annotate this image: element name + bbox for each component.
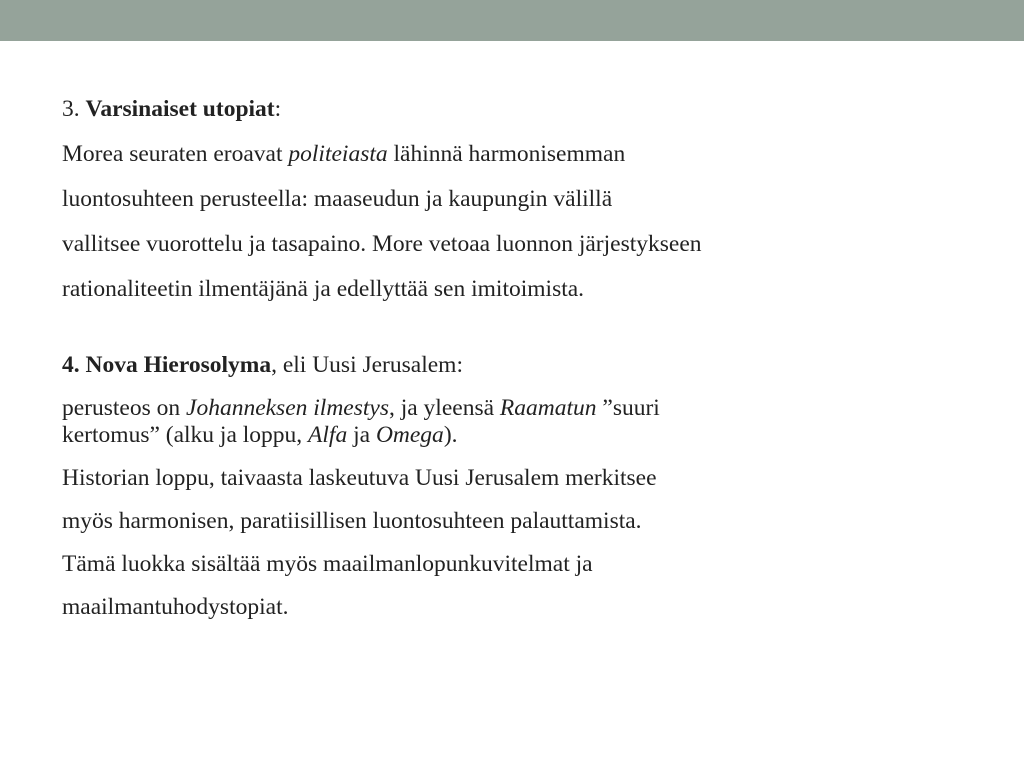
section-4-line-1 — [62, 393, 962, 423]
section-4-line-5: Tämä luokka sisältää myös maailmanlopunkuvitelmat ja — [62, 551, 593, 577]
section-3-heading — [62, 94, 962, 124]
italic-term-politeiasta: politeiasta — [288, 141, 388, 167]
section-3-number: 3. — [62, 96, 86, 122]
italic-term-raamatun: Raamatun — [499, 395, 597, 421]
section-3-line-4: rationaliteetin ilmentäjänä ja edellyttää sen imitoimista. — [62, 276, 585, 302]
section-3-title: Varsinaiset utopiat — [85, 96, 275, 122]
slide-body — [62, 94, 962, 622]
italic-term-omega: Omega — [375, 422, 444, 448]
text-run: kertomus” (alku ja loppu, — [62, 422, 309, 448]
section-3-line-3: vallitsee vuorottelu ja tasapaino. More vetoaa luonnon järjestykseen — [62, 231, 702, 257]
italic-term-johanneksen-ilmestys: Johanneksen ilmestys — [186, 395, 389, 421]
section-4-heading-suffix: , eli Uusi Jerusalem: — [271, 352, 463, 378]
top-accent-bar — [0, 0, 1024, 41]
section-4-title: 4. Nova Hierosolyma — [62, 352, 272, 378]
section-4-line-2 — [62, 420, 962, 450]
text-run: perusteos on — [62, 395, 187, 421]
section-4-line-4: myös harmonisen, paratiisillisen luontosuhteen palauttamista. — [62, 508, 642, 534]
text-run: ja — [347, 422, 376, 448]
text-run: , ja yleensä — [388, 395, 500, 421]
section-3-colon: : — [274, 96, 282, 122]
italic-term-alfa: Alfa — [308, 422, 348, 448]
text-run: lähinnä harmonisemman — [387, 141, 626, 167]
text-run: Morea seuraten eroavat — [62, 141, 289, 167]
section-4-line-6: maailmantuhodystopiat. — [62, 594, 289, 620]
text-run: ”suuri — [596, 395, 660, 421]
section-4-heading — [62, 350, 962, 380]
section-4-line-3: Historian loppu, taivaasta laskeutuva Uusi Jerusalem merkitsee — [62, 465, 657, 491]
section-3-line-1 — [62, 139, 962, 169]
text-run: ). — [443, 422, 458, 448]
section-3-line-2: luontosuhteen perusteella: maaseudun ja kaupungin välillä — [62, 186, 613, 212]
